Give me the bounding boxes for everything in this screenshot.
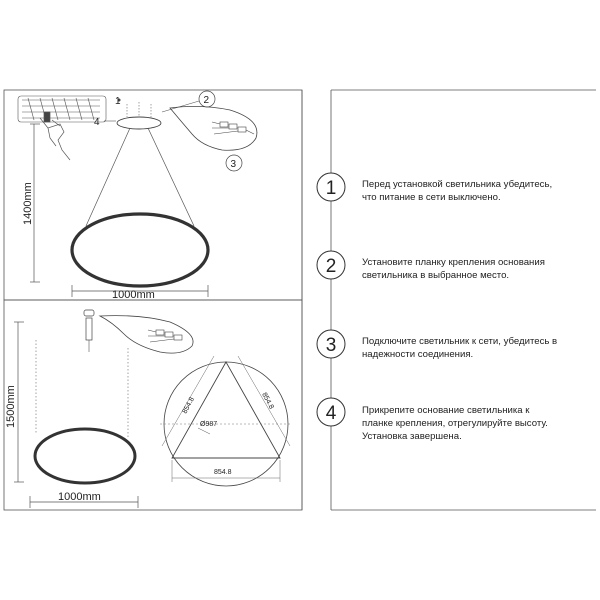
ring-luminaire-outer <box>72 214 208 286</box>
hand-screwdriver-illustration <box>40 112 70 160</box>
step-3-number: 3 <box>325 335 337 356</box>
suspension-cable-right <box>148 128 194 226</box>
mounting-base <box>117 117 161 129</box>
height-dimension-label: 1400mm <box>22 182 34 225</box>
ring-luminaire-inner <box>76 217 204 283</box>
template-side-bottom-label: 854.8 <box>214 469 232 476</box>
top-figure <box>18 91 257 301</box>
callout-2: 2 <box>203 95 210 106</box>
step-2-number: 2 <box>325 256 337 277</box>
template-side-right-label: 854.8 <box>260 391 275 411</box>
width-dimension-label: 1000mm <box>112 289 155 301</box>
step-4-text <box>362 404 587 443</box>
suspension-cable-left <box>86 128 130 226</box>
step-2-line-2: светильника в выбранное место. <box>362 270 510 281</box>
template-side-left-label: 854.8 <box>181 396 196 415</box>
ceiling-block-illustration <box>18 96 106 122</box>
terminal-block-illustration-lower <box>148 330 182 342</box>
width-dimension-label-lower: 1000mm <box>58 491 101 503</box>
step-3-line-1: Подключите светильник к сети, убедитесь в <box>362 336 558 347</box>
canopy-driver-box <box>86 318 92 340</box>
wiring-detail-bubble <box>170 106 257 150</box>
step-1-line-2: что питание в сети выключено. <box>362 192 501 203</box>
step-3-line-2: надежности соединения. <box>362 349 474 360</box>
step-3-text <box>362 335 587 361</box>
height-dimension-label-lower: 1500mm <box>5 385 17 428</box>
step-2-text <box>362 256 587 282</box>
step-4-line-2: планке крепления, отрегулируйте высоту. <box>362 418 548 429</box>
step-1-text <box>362 178 587 204</box>
ceiling-canopy <box>84 310 94 316</box>
ring-luminaire-lower-outer <box>35 429 135 483</box>
step-4-line-3: Установка завершена. <box>362 431 462 442</box>
step-1-line-1: Перед установкой светильника убедитесь, <box>362 179 553 190</box>
step-2-line-1: Установите планку крепления основания <box>362 257 545 268</box>
template-diameter-label: Ø987 <box>200 421 218 428</box>
callout-1: 1 <box>115 96 121 107</box>
terminal-block-illustration <box>212 122 254 134</box>
callout-4: 4 <box>94 117 100 128</box>
step-4-line-1: Прикрепите основание светильника к <box>362 405 530 416</box>
bottom-figure <box>5 310 292 508</box>
callout-3: 3 <box>230 159 237 170</box>
template-diameter-leader <box>198 428 210 434</box>
wiring-detail-bubble-lower <box>100 316 193 354</box>
step-1-number: 1 <box>325 178 337 199</box>
step-4-number: 4 <box>325 403 337 424</box>
